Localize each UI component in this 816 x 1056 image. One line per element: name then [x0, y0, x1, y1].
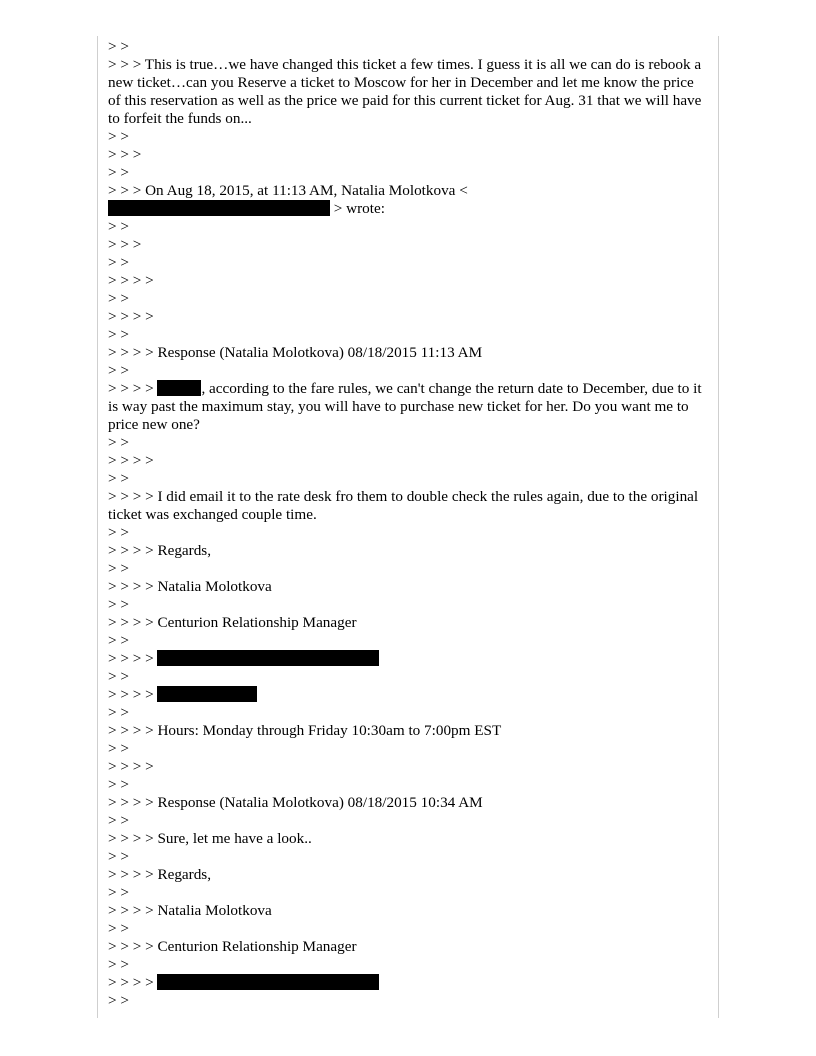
- message-paragraph: > > > > I did email it to the rate desk fro them to double check the rules again, due to the original ticket was exchanged couple time.: [108, 488, 699, 523]
- quote-line: > > >: [108, 236, 142, 253]
- signature-title: > > > > Centurion Relationship Manager: [108, 938, 357, 955]
- quote-line: > >: [108, 362, 129, 379]
- quote-prefix: > > > >: [108, 974, 154, 991]
- quote-line: > >: [108, 128, 129, 145]
- redacted-name: [157, 380, 201, 396]
- signature-redacted-line: [108, 686, 708, 704]
- response-paragraph: [108, 380, 708, 434]
- reply-header-line: > > > On Aug 18, 2015, at 11:13 AM, Natalia Molotkova <: [108, 182, 468, 199]
- reply-header-email-line: [108, 200, 708, 218]
- response-text: , according to the fare rules, we can't change the return date to December, due to it is way past the maximum stay, you will have to purchase new ticket for her. Do you want me to price new one?: [108, 380, 702, 433]
- quote-line: > >: [108, 992, 129, 1009]
- quote-line: > > >: [108, 146, 142, 163]
- quote-line: > >: [108, 290, 129, 307]
- quote-line: > >: [108, 956, 129, 973]
- quote-line: > >: [108, 884, 129, 901]
- signature-redacted-line: [108, 650, 708, 668]
- quote-line: > >: [108, 596, 129, 613]
- signature-name: > > > > Natalia Molotkova: [108, 902, 272, 919]
- quote-line: > >: [108, 560, 129, 577]
- quote-line: > >: [108, 254, 129, 271]
- signature-regards: > > > > Regards,: [108, 542, 212, 559]
- quote-prefix: > > > >: [108, 686, 154, 703]
- signature-title: > > > > Centurion Relationship Manager: [108, 614, 357, 631]
- signature-regards: > > > > Regards,: [108, 866, 212, 883]
- response-text: > > > > Sure, let me have a look..: [108, 830, 312, 847]
- message-paragraph: > > > This is true…we have changed this ticket a few times. I guess it is all we can do is rebook a new ticket…can you Reserve a ticket to Moscow for her in December and let me know the price of this reservation as well as the price we paid for this current ticket for Aug. 31 that we will have to forfeit the funds on...: [108, 56, 702, 127]
- redacted-phone: [157, 686, 257, 702]
- quote-line: > >: [108, 848, 129, 865]
- wrote-label: > wrote:: [333, 200, 385, 217]
- quote-line: > >: [108, 524, 129, 541]
- signature-name: > > > > Natalia Molotkova: [108, 578, 272, 595]
- redacted-email-address: [108, 200, 330, 216]
- quote-line: > > > >: [108, 452, 154, 469]
- quote-line: > >: [108, 218, 129, 235]
- quote-line: > >: [108, 776, 129, 793]
- quote-line: > > > >: [108, 308, 154, 325]
- quote-line: > >: [108, 668, 129, 685]
- quote-line: > >: [108, 740, 129, 757]
- response-header: > > > > Response (Natalia Molotkova) 08/18/2015 11:13 AM: [108, 344, 483, 361]
- response-header: > > > > Response (Natalia Molotkova) 08/18/2015 10:34 AM: [108, 794, 483, 811]
- quote-prefix: > > > >: [108, 650, 154, 667]
- quote-line: > >: [108, 812, 129, 829]
- quote-line: > >: [108, 920, 129, 937]
- quote-line: > >: [108, 470, 129, 487]
- redacted-contact: [157, 974, 379, 990]
- quote-line: > >: [108, 326, 129, 343]
- quote-line: > >: [108, 434, 129, 451]
- quote-line: > > > >: [108, 758, 154, 775]
- quote-line: > >: [108, 164, 129, 181]
- email-thread-body: [108, 38, 708, 1010]
- quote-line: > > > >: [108, 272, 154, 289]
- redacted-contact: [157, 650, 379, 666]
- quote-line: > >: [108, 632, 129, 649]
- signature-redacted-line: [108, 974, 708, 992]
- quote-line: > >: [108, 704, 129, 721]
- quote-line: > >: [108, 38, 129, 55]
- signature-hours: > > > > Hours: Monday through Friday 10:30am to 7:00pm EST: [108, 722, 502, 739]
- quote-prefix: > > > >: [108, 380, 154, 397]
